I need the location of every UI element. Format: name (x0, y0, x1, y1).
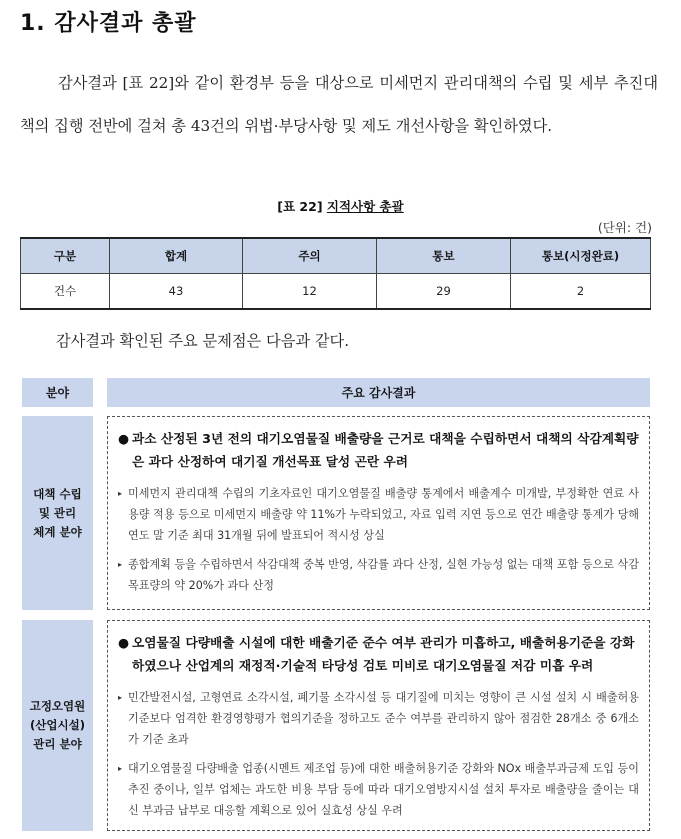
main-finding-text: 과소 산정된 3년 전의 대기오염물질 배출량을 근거로 대책을 수립하면서 대책의 삭감계획량은 과다 산정하여 대기질 개선목표 달성 곤란 우려 (132, 431, 639, 469)
triangle-bullet-icon: ▸ (118, 560, 123, 569)
intro-paragraph: 감사결과 [표 22]와 같이 환경부 등을 대상으로 미세먼지 관리대책의 수립 및 세부 추진대책의 집행 전반에 걸쳐 총 43건의 위법·부당사항 및 제도 개선사항을 확인하였다. (20, 74, 658, 135)
cell-total: 43 (110, 274, 243, 310)
triangle-bullet-icon: ▸ (118, 693, 123, 702)
header-notice: 통보 (377, 238, 511, 274)
sub-finding-text: 종합계획 등을 수립하면서 삭감대책 중복 반영, 삭감률 과다 산정, 실현 가능성 없는 대책 포함 등으로 삭감 목표량의 약 20%가 과다 산정 (128, 558, 639, 592)
table-title: 지적사항 총괄 (326, 199, 404, 214)
cell-caution: 12 (243, 274, 377, 310)
sub-finding (118, 483, 639, 546)
sub-finding (118, 687, 639, 750)
header-total: 합계 (110, 238, 243, 274)
bullet-icon: ● (118, 431, 130, 446)
table-caption (0, 197, 681, 215)
area-cell-planning: 대책 수립 및 관리 체계 분야 (22, 416, 93, 610)
header-caution: 주의 (243, 238, 377, 274)
cell-category: 건수 (21, 274, 110, 310)
sub-finding (118, 554, 639, 596)
bullet-icon: ● (118, 635, 130, 650)
table-label: [표 22] (277, 199, 323, 214)
table-unit: (단위: 건) (597, 220, 652, 235)
summary-table-row (21, 274, 651, 310)
findings-intro: 감사결과 확인된 주요 문제점은 다음과 같다. (56, 332, 350, 350)
section-heading: 1. 감사결과 총괄 (20, 11, 197, 36)
cell-notice-corrected: 2 (511, 274, 651, 310)
finding-box-stationary-sources (107, 620, 650, 831)
summary-table-header-row (21, 238, 651, 274)
cell-notice: 29 (377, 274, 511, 310)
header-category: 구분 (21, 238, 110, 274)
sub-finding-text: 민간발전시설, 고형연료 소각시설, 폐기물 소각시설 등 대기질에 미치는 영향이 큰 시설 설치 시 배출허용기준보다 엄격한 환경영향평가 협의기준을 정하고도 준수 여부를 관리하지 않아 점검한 28개소 중 6개소가 기준 초과 (128, 691, 639, 746)
main-finding (118, 427, 639, 473)
area-cell-stationary-sources: 고정오염원 (산업시설) 관리 분야 (22, 620, 93, 831)
summary-table (20, 237, 651, 310)
header-notice-corrected: 통보(시정완료) (511, 238, 651, 274)
triangle-bullet-icon: ▸ (118, 489, 123, 498)
main-finding-text: 오염물질 다량배출 시설에 대한 배출기준 준수 여부 관리가 미흡하고, 배출허용기준을 강화하였으나 산업계의 재정적·기술적 타당성 검토 미비로 대기오염물질 저감 미흡 우려 (132, 635, 635, 673)
triangle-bullet-icon: ▸ (118, 764, 123, 773)
findings-results-header: 주요 감사결과 (107, 378, 650, 407)
finding-box-planning (107, 416, 650, 610)
main-finding (118, 631, 639, 677)
findings-area-header: 분야 (22, 378, 93, 407)
sub-finding-text: 미세먼지 관리대책 수립의 기초자료인 대기오염물질 배출량 통계에서 배출계수 미개발, 부정확한 연료 사용량 적용 등으로 미세먼지 배출량 약 11%가 누락되었고, 자료 입력 지연 등으로 연간 배출량 통계가 당해연도 말 기준 최대 31개월 뒤에 발표되어 적시성 상실 (128, 487, 639, 542)
sub-finding (118, 758, 639, 821)
sub-finding-text: 대기오염물질 다량배출 업종(시멘트 제조업 등)에 대한 배출허용기준 강화와 NOx 배출부과금제 도입 등이 추진 중이나, 일부 업체는 과도한 비용 부담 등에 따라 대기오염방지시설 설치 투자로 배출량을 줄이는 대신 부과금 납부로 대응할 계획으로 있어 실효성 상실 우려 (128, 762, 639, 817)
